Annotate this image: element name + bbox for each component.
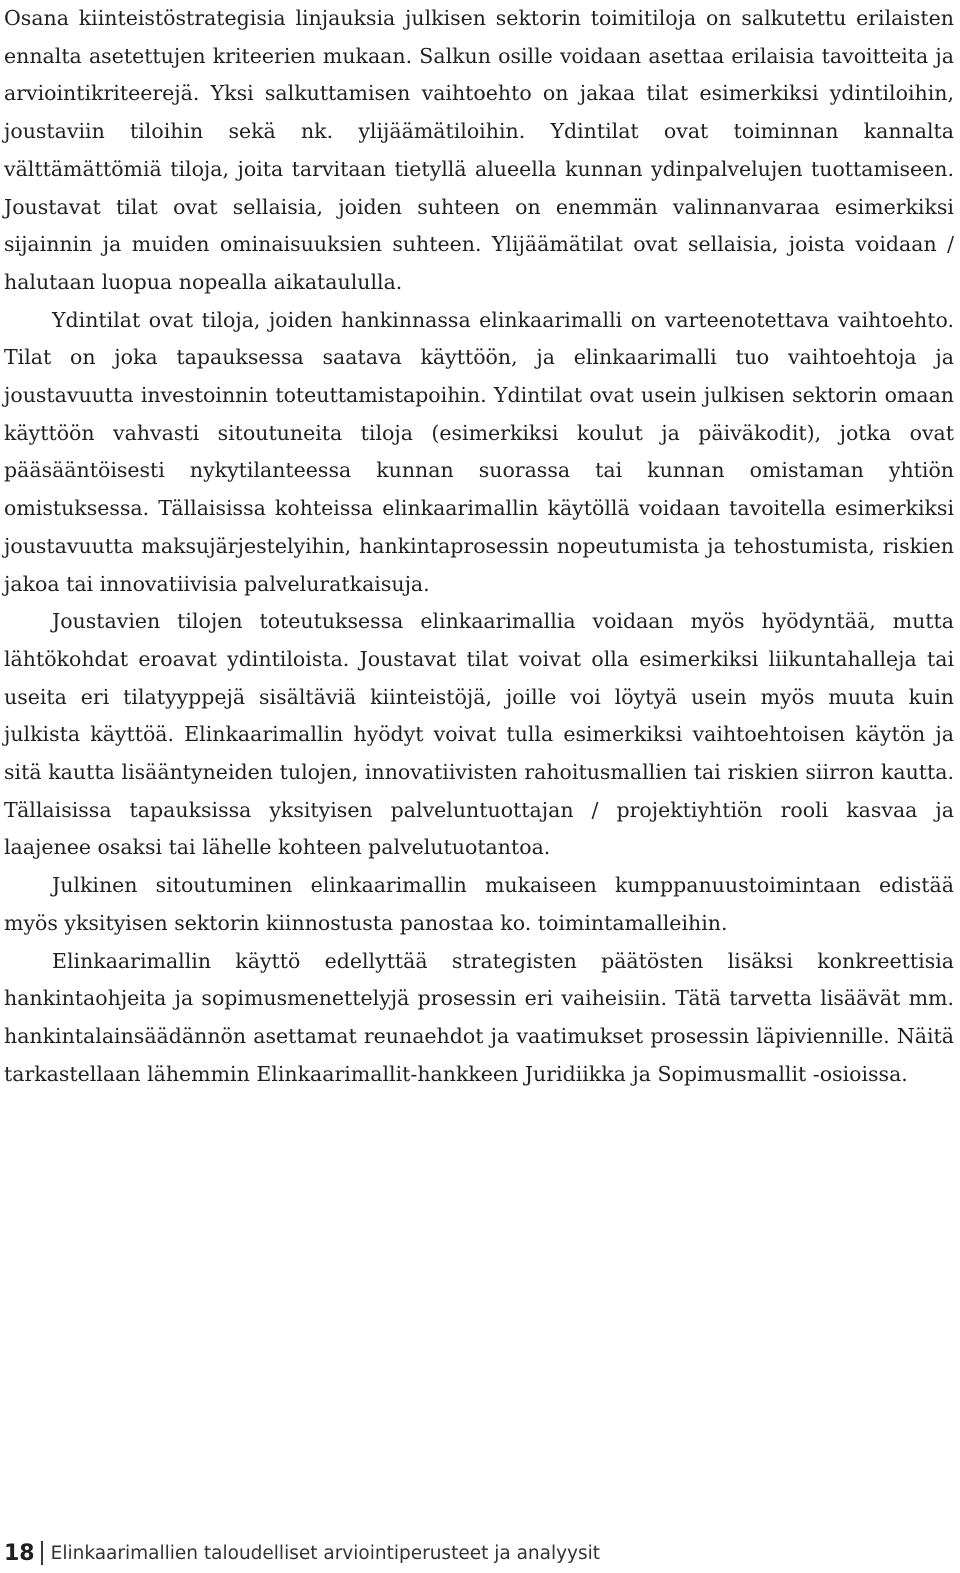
paragraph-core-facilities: Ydintilat ovat tiloja, joiden hankinnassa elinkaarimalli on varteenotettava vaihtoehto. Tilat on joka tapauksessa saatava käyttöön, ja elinkaarimalli tuo vaihtoehtoja ja joustavuutta investoinnin toteuttamistapoihin. Ydintilat ovat usein julkisen sektorin omaan käyttöön vahvasti sitoutuneita tiloja (esimerkiksi koulut ja päiväkodit), jotka ovat pääsääntöisesti nykytilanteessa kunnan suorassa tai kunnan omistaman yhtiön omistuksessa. Tällaisissa kohteissa elinkaarimallin käytöllä voidaan tavoitella esimerkiksi joustavuutta maksujärjestelyihin, hankintaprosessin nopeutumista ja tehostumista, riskien jakoa tai innovatiivisia palveluratkaisuja. (4, 307, 954, 596)
footer-divider (41, 1541, 43, 1565)
document-body (4, 0, 954, 1093)
paragraph-portfolio-classification: Osana kiinteistöstrategisia linjauksia julkisen sektorin toimitiloja on salkutettu erilaisten ennalta asetettujen kriteerien mukaan. Salkun osille voidaan asettaa erilaisia tavoitteita ja arviointikriteerejä. Yksi salkuttamisen vaihtoehto on jakaa tilat esimerkiksi ydintiloihin, joustaviin tiloihin sekä nk. ylijäämätiloihin. Ydintilat ovat toiminnan kannalta välttämättömiä tiloja, joita tarvitaan tietyllä alueella kunnan ydinpalvelujen tuottamiseen. Joustavat tilat ovat sellaisia, joiden suhteen on enemmän valinnanvaraa esimerkiksi sijainnin ja muiden ominaisuuksien suhteen. Ylijäämätilat ovat sellaisia, joista voidaan / halutaan luopua nopealla aikataululla. (4, 6, 954, 294)
paragraph-procurement-guidelines: Elinkaarimallin käyttö edellyttää strategisten päätösten lisäksi konkreettisia hankintaohjeita ja sopimusmenettelyjä prosessin eri vaiheisiin. Tätä tarvetta lisäävät mm. hankintalainsäädännön asettamat reunaehdot ja vaatimukset prosessin läpiviennille. Näitä tarkastellaan lähemmin Elinkaarimallit-hankkeen Juridiikka ja Sopimusmallit -osioissa. (4, 948, 954, 1086)
paragraph-flexible-facilities: Joustavien tilojen toteutuksessa elinkaarimallia voidaan myös hyödyntää, mutta lähtökohdat eroavat ydintiloista. Joustavat tilat voivat olla esimerkiksi liikuntahalleja tai useita eri tilatyyppejä sisältäviä kiinteistöjä, joille voi löytyä usein myös muuta kuin julkista käyttöä. Elinkaarimallin hyödyt voivat tulla esimerkiksi vaihtoehtoisen käytön ja sitä kautta lisääntyneiden tulojen, innovatiivisten rahoitusmallien tai riskien siirron kautta. Tällaisissa tapauksissa yksityisen palveluntuottajan / projektiyhtiön rooli kasvaa ja laajenee osaksi tai lähelle kohteen palvelutuotantoa. (4, 609, 954, 860)
page-footer (4, 1535, 600, 1571)
running-title: Elinkaarimallien taloudelliset arviointiperusteet ja analyysit (50, 1542, 601, 1564)
paragraph-public-commitment: Julkinen sitoutuminen elinkaarimallin mukaiseen kumppanuustoimintaan edistää myös yksityisen sektorin kiinnostusta panostaa ko. toimintamalleihin. (4, 873, 954, 935)
page-number: 18 (4, 1540, 35, 1566)
